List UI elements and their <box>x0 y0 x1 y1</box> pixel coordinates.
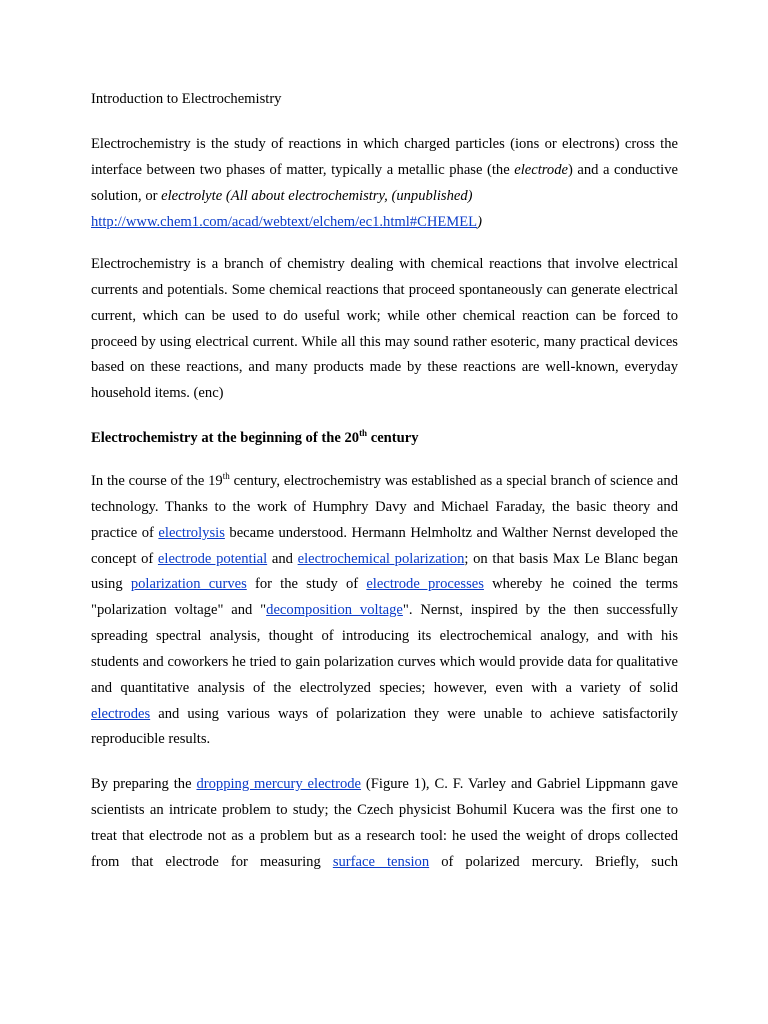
document-title: Introduction to Electrochemistry <box>91 91 282 107</box>
text-run: and <box>267 550 298 567</box>
text-run: for the study of <box>246 576 367 593</box>
superscript: th <box>222 471 230 481</box>
link-surface-tension[interactable]: surface tension <box>332 853 430 870</box>
link-electrode-processes[interactable]: electrode processes <box>366 576 484 593</box>
paragraph-definition <box>91 132 678 235</box>
text-run: whereby he coined the terms "polarization voltage" and " <box>91 576 679 619</box>
link-electrodes[interactable]: electrodes <box>91 705 151 722</box>
text-run: Electrochemistry is the study of reactions in which charged particles (ions or electrons) cross the interface between two phases of matter, typically a metallic phase (the <box>91 136 678 178</box>
text-run: of polarized mercury. Briefly, such <box>429 853 678 870</box>
heading-text-end: century <box>367 430 419 446</box>
paragraph-dropping-mercury <box>91 772 678 875</box>
text-run: (Figure 1), C. F. Varley and Gabriel Lippmann gave scientists an intricate problem to study; the Czech physicist Bohumil Kucera was the first one to treat that electrode not as a problem but as a research tool: he used the weight of drops collected from that electrode for measuring <box>91 776 678 870</box>
heading-superscript: th <box>359 428 368 438</box>
link-electrode-potential[interactable]: electrode potential <box>157 550 268 567</box>
paragraph-overview: Electrochemistry is a branch of chemistry dealing with chemical reactions that involve electrical currents and potentials. Some chemical reactions that proceed spontaneously can generate electrical current, which can be used to do useful work; while other chemical reaction can be forced to proceed by using electrical current. While all this may sound rather esoteric, many practical devices based on these reactions, and many products made by these reactions are well-known, everyday household items. (enc) <box>91 256 678 402</box>
italic-term-electrode: electrode <box>514 161 568 178</box>
heading-text: Electrochemistry at the beginning of the 20 <box>91 430 360 446</box>
text-run: ) and a conductive solution, or <box>91 161 678 204</box>
citation-link[interactable]: http://www.chem1.com/acad/webtext/elchem/ec1.html#CHEMEL <box>91 213 478 230</box>
text-run: ; on that basis Max Le Blanc began using <box>91 550 678 593</box>
text-run: century, electrochemistry was established as a special branch of science and technology. Thanks to the work of Humphry Davy and Michael Faraday, the basic theory and practice of <box>91 473 678 541</box>
text-run: and using various ways of polarization they were unable to achieve satisfactorily reproducible results. <box>91 705 678 748</box>
link-dropping-mercury-electrode[interactable]: dropping mercury electrode <box>196 776 362 792</box>
text-run: became understood. Hermann Helmholtz and Walther Nernst developed the concept of <box>91 524 678 567</box>
text-run: ". Nernst, inspired by the then successfully spreading spectral analysis, thought of introducing its electrochemical analogy, and with his students and coworkers he tried to gain polarization curves which would provide data for qualitative and quantitative analysis of the electrolyzed species; however, even with a variety of solid <box>91 602 678 696</box>
section-heading <box>91 429 419 447</box>
link-electrolysis[interactable]: electrolysis <box>158 524 225 541</box>
link-polarization-curves[interactable]: polarization curves <box>130 576 247 593</box>
link-electrochemical-polarization[interactable]: electrochemical polarization <box>297 550 465 567</box>
link-decomposition-voltage[interactable]: decomposition voltage <box>266 602 403 619</box>
paragraph-history <box>91 469 678 753</box>
text-run: By preparing the <box>91 776 197 792</box>
italic-citation: electrolyte (All about electrochemistry, (unpublished) <box>161 187 473 204</box>
text-run: In the course of the 19 <box>91 473 223 489</box>
text-run: ) <box>477 213 482 230</box>
